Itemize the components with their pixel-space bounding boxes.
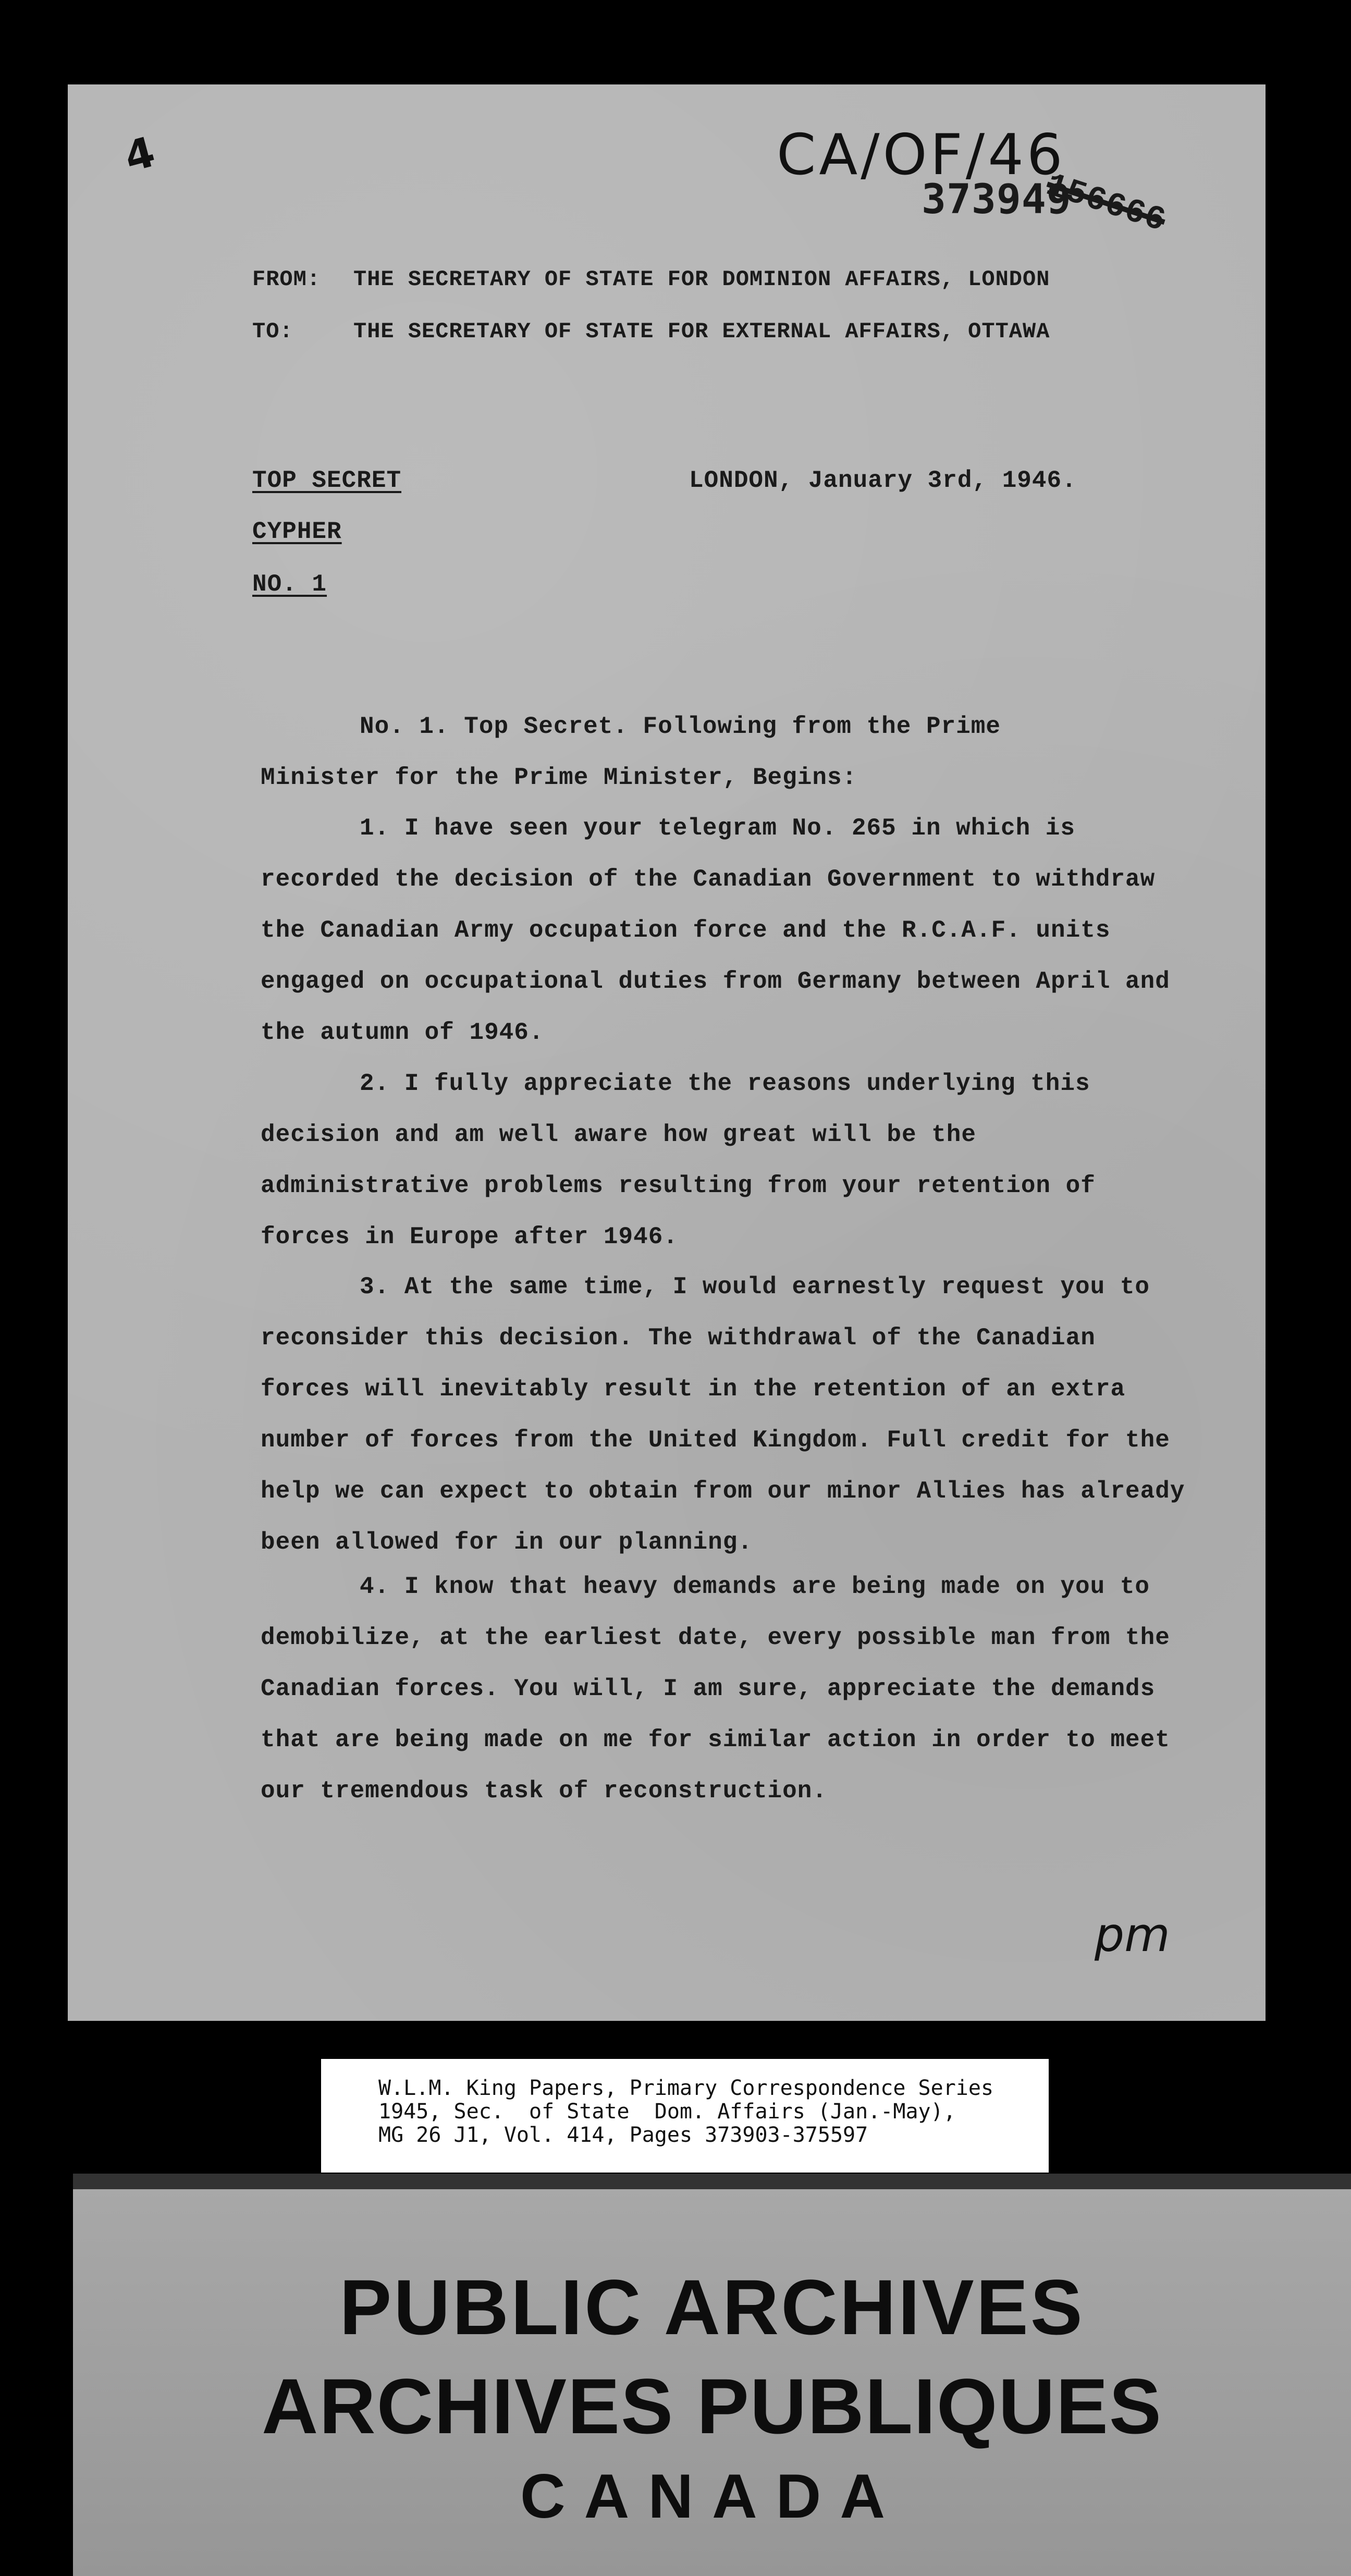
handwritten-reference: CA/OF/46 <box>777 122 1066 188</box>
citation-line-1: W.L.M. King Papers, Primary Correspondence Series <box>378 2076 994 2100</box>
paragraph-3: 3. At the same time, I would earnestly request you to reconsider this decision. The withdrawal of the Canadian forces will inevitably result in the retention of an extra number of forces from the United Kingdom. Full credit for the help we can expect to obtain from our minor Allies has already been allowed for in our planning. <box>261 1273 1185 1556</box>
place-date: LONDON, January 3rd, 1946. <box>689 467 1077 494</box>
citation-line-2: 1945, Sec. of State Dom. Affairs (Jan.-May), <box>378 2100 956 2124</box>
intro-line-1: No. 1. Top Secret. Following from the Prime <box>360 713 1001 740</box>
handwritten-initials: pm <box>1095 1908 1170 1962</box>
archive-stamp-line-3: CANADA <box>520 2461 904 2531</box>
struck-document-number: 156666 <box>1041 167 1170 241</box>
to-value: THE SECRETARY OF STATE FOR EXTERNAL AFFAIRS, OTTAWA <box>353 319 1050 344</box>
archive-citation-label <box>321 2059 1049 2173</box>
message-number: NO. 1 <box>252 571 327 598</box>
corner-mark: 4 <box>119 127 160 182</box>
intro-line-2: Minister for the Prime Minister, Begins: <box>261 764 857 791</box>
citation-line-3: MG 26 J1, Vol. 414, Pages 373903-375597 <box>378 2123 868 2147</box>
document-number: 373949 <box>922 176 1072 223</box>
security-classification: TOP SECRET <box>252 467 402 494</box>
transmission-method: CYPHER <box>252 518 342 545</box>
from-value: THE SECRETARY OF STATE FOR DOMINION AFFAIRS, LONDON <box>353 267 1050 292</box>
from-label: FROM: <box>252 267 321 292</box>
archive-stamp-line-1: PUBLIC ARCHIVES <box>339 2263 1085 2351</box>
paragraph-1: 1. I have seen your telegram No. 265 in which is recorded the decision of the Canadian Government to withdraw the Canadian Army occupation force and the R.C.A.F. units engaged on occupational duties from Germany between April and the autumn of 1946. <box>261 815 1170 1046</box>
paragraph-4: 4. I know that heavy demands are being made on you to demobilize, at the earliest date, every possible man from the Canadian forces. You will, I am sure, appreciate the demands that are being made on me for similar action in order to meet our tremendous task of reconstruction. <box>261 1573 1170 1805</box>
paragraph-2: 2. I fully appreciate the reasons underlying this decision and am well aware how great will be the administrative problems resulting from your retention of forces in Europe after 1946. <box>261 1070 1096 1250</box>
archive-stamp-line-2: ARCHIVES PUBLIQUES <box>262 2362 1162 2450</box>
archive-stamp <box>73 2174 1351 2576</box>
to-label: TO: <box>252 319 293 344</box>
